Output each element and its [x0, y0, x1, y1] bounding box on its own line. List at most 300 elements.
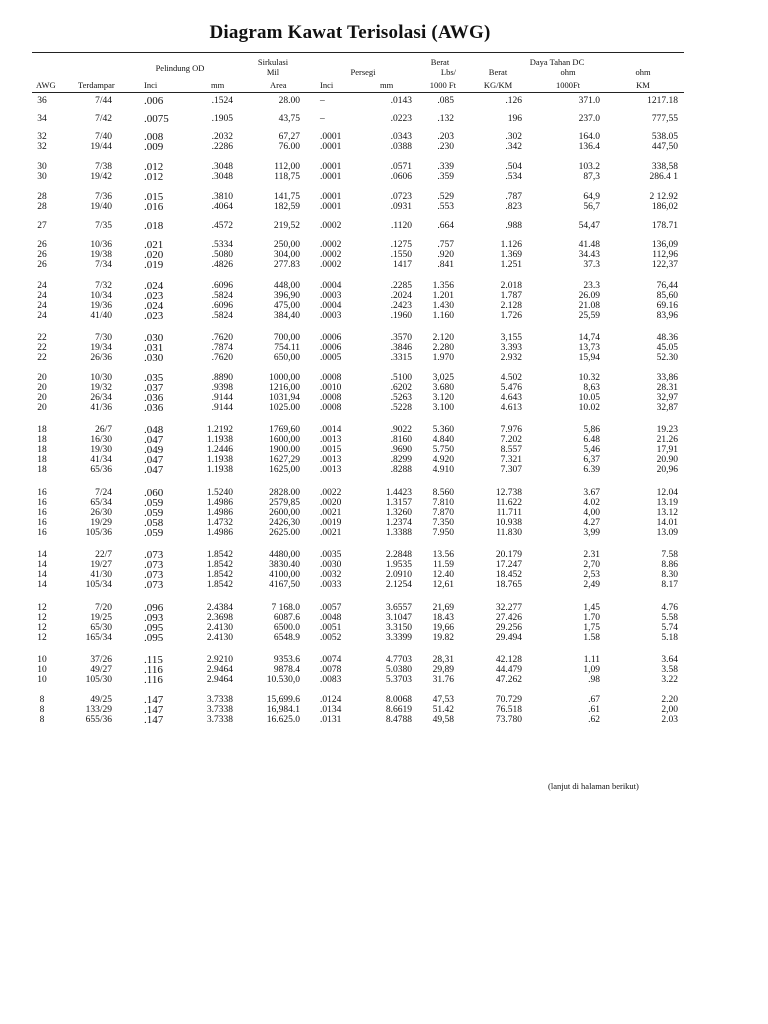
- table-row: [32, 488, 684, 498]
- weight-kg-cell: 18.452: [495, 570, 522, 580]
- weight-kg-cell: 7.976: [500, 425, 522, 435]
- table-row: [32, 281, 684, 291]
- square-inch-cell: .0002: [320, 260, 342, 270]
- table-row: [32, 240, 684, 250]
- weight-kg-cell: .823: [505, 202, 522, 212]
- awg-size-cell: 24: [37, 301, 47, 311]
- awg-group: [32, 655, 684, 685]
- table-row: [32, 142, 684, 152]
- awg-size-cell: 22: [37, 343, 47, 353]
- resistance-ohm-ft-cell: 21.08: [578, 301, 600, 311]
- resistance-ohm-km-cell: 2.20: [661, 695, 678, 705]
- weight-lbs-cell: 11.59: [432, 560, 454, 570]
- header-diameter-group: Pelindung OD: [155, 63, 205, 73]
- stranding-cell: 7/24: [95, 488, 112, 498]
- weight-kg-cell: 7.321: [500, 455, 522, 465]
- header-sq-inch: Inci: [320, 80, 334, 90]
- resistance-ohm-ft-cell: 14,74: [578, 333, 600, 343]
- diameter-mm-cell: .5824: [211, 311, 233, 321]
- awg-size-cell: 10: [37, 675, 47, 685]
- circular-mil-area-cell: 6087.6: [273, 613, 300, 623]
- diameter-mm-cell: .8890: [211, 373, 233, 383]
- stranding-cell: 19/44: [90, 142, 112, 152]
- square-mm-cell: 1.3388: [385, 528, 412, 538]
- resistance-ohm-km-cell: 45.05: [656, 343, 678, 353]
- resistance-ohm-km-cell: 186,02: [651, 202, 678, 212]
- circular-mil-area-cell: 1600,00: [269, 435, 300, 445]
- table-row: [32, 518, 684, 528]
- resistance-ohm-km-cell: 136,09: [651, 240, 678, 250]
- stranding-cell: 65/30: [90, 623, 112, 633]
- weight-kg-cell: 4.613: [500, 403, 522, 413]
- stranding-cell: 105/34: [85, 580, 112, 590]
- square-mm-cell: .0343: [390, 132, 412, 142]
- stranding-cell: 7/30: [95, 333, 112, 343]
- square-mm-cell: 3.3150: [385, 623, 412, 633]
- table-row: [32, 465, 684, 475]
- resistance-ohm-ft-cell: 5,46: [583, 445, 600, 455]
- weight-kg-cell: .126: [505, 96, 522, 106]
- table-row: [32, 570, 684, 580]
- stranding-cell: 41/30: [90, 570, 112, 580]
- circular-mil-area-cell: 700,00: [273, 333, 300, 343]
- weight-kg-cell: 7.202: [500, 435, 522, 445]
- resistance-ohm-km-cell: 3.64: [661, 655, 678, 665]
- awg-size-cell: 18: [37, 465, 47, 475]
- circular-mil-area-cell: 304,00: [273, 250, 300, 260]
- awg-size-cell: 16: [37, 488, 47, 498]
- resistance-ohm-ft-cell: 3,99: [583, 528, 600, 538]
- resistance-ohm-km-cell: 112,96: [652, 250, 678, 260]
- awg-size-cell: 8: [39, 695, 45, 705]
- resistance-ohm-km-cell: 69.16: [656, 301, 678, 311]
- weight-lbs-cell: 3.120: [432, 393, 454, 403]
- square-inch-cell: .0008: [320, 403, 342, 413]
- awg-size-cell: 26: [37, 240, 47, 250]
- circular-mil-area-cell: 28.00: [278, 96, 300, 106]
- diameter-mm-cell: .5334: [211, 240, 233, 250]
- resistance-ohm-ft-cell: 13,73: [578, 343, 600, 353]
- stranding-cell: 26/30: [90, 508, 112, 518]
- stranding-cell: 7/40: [95, 132, 112, 142]
- weight-lbs-cell: .841: [437, 260, 454, 270]
- resistance-ohm-km-cell: 20.90: [656, 455, 678, 465]
- diameter-inch-cell: .093: [144, 612, 164, 624]
- table-row: [32, 665, 684, 675]
- circular-mil-area-cell: 2426,30: [269, 518, 300, 528]
- circular-mil-area-cell: 9353.6: [273, 655, 300, 665]
- diameter-inch-cell: .047: [144, 454, 164, 466]
- circular-mil-area-cell: 1769,60: [269, 425, 300, 435]
- square-mm-cell: .1550: [390, 250, 412, 260]
- weight-kg-cell: .787: [505, 192, 522, 202]
- table-row: [32, 132, 684, 142]
- square-inch-cell: .0021: [320, 508, 342, 518]
- resistance-ohm-ft-cell: 136.4: [578, 142, 600, 152]
- stranding-cell: 19/40: [90, 202, 112, 212]
- resistance-ohm-km-cell: 286.4 1: [649, 172, 678, 182]
- diameter-inch-cell: .059: [144, 497, 164, 509]
- diameter-inch-cell: .073: [144, 559, 164, 571]
- diameter-mm-cell: .2032: [211, 132, 233, 142]
- diameter-mm-cell: .2286: [211, 142, 233, 152]
- weight-lbs-cell: .757: [437, 240, 454, 250]
- awg-size-cell: 36: [37, 96, 47, 106]
- weight-lbs-cell: 7.350: [432, 518, 454, 528]
- awg-size-cell: 30: [37, 172, 47, 182]
- square-mm-cell: .0571: [390, 162, 412, 172]
- awg-size-cell: 32: [37, 142, 47, 152]
- stranding-cell: 105/30: [85, 675, 112, 685]
- square-inch-cell: .0002: [320, 250, 342, 260]
- diameter-mm-cell: 2.9464: [206, 665, 233, 675]
- square-mm-cell: .2024: [390, 291, 412, 301]
- header-ohm2-line2: KM: [636, 80, 650, 90]
- circular-mil-area-cell: 754.11: [274, 343, 300, 353]
- awg-size-cell: 20: [37, 403, 47, 413]
- square-mm-cell: 3.6557: [385, 603, 412, 613]
- weight-lbs-cell: 5.360: [432, 425, 454, 435]
- stranding-cell: 19/42: [90, 172, 112, 182]
- header-kg-line2: KG/KM: [483, 80, 513, 90]
- stranding-cell: 7/44: [95, 96, 112, 106]
- stranding-cell: 10/34: [90, 291, 112, 301]
- diameter-mm-cell: .7620: [211, 333, 233, 343]
- awg-size-cell: 34: [37, 114, 47, 124]
- diameter-inch-cell: .009: [144, 141, 164, 153]
- diameter-mm-cell: 1.4986: [206, 528, 233, 538]
- square-inch-cell: .0013: [320, 435, 342, 445]
- circular-mil-area-cell: 277.83: [273, 260, 300, 270]
- awg-group: [32, 373, 684, 413]
- diameter-mm-cell: .9398: [211, 383, 233, 393]
- weight-lbs-cell: 18.43: [432, 613, 454, 623]
- weight-kg-cell: 20.179: [495, 550, 522, 560]
- table-row: [32, 311, 684, 321]
- table-row: [32, 260, 684, 270]
- circular-mil-area-cell: 118,75: [274, 172, 300, 182]
- resistance-ohm-km-cell: 4.76: [661, 603, 678, 613]
- weight-kg-cell: 1.126: [500, 240, 522, 250]
- circular-mil-area-cell: 10.530,0: [266, 675, 300, 685]
- awg-size-cell: 14: [37, 550, 47, 560]
- square-mm-cell: .3570: [390, 333, 412, 343]
- square-inch-cell: .0002: [320, 221, 342, 231]
- square-mm-cell: 1417: [393, 260, 412, 270]
- diameter-inch-cell: .012: [144, 171, 164, 183]
- weight-lbs-cell: .664: [437, 221, 454, 231]
- awg-size-cell: 8: [39, 705, 45, 715]
- stranding-cell: 26/36: [90, 353, 112, 363]
- weight-kg-cell: .988: [505, 221, 522, 231]
- weight-kg-cell: 1.251: [500, 260, 522, 270]
- square-mm-cell: 1.3157: [385, 498, 412, 508]
- weight-lbs-cell: 31.76: [432, 675, 454, 685]
- diameter-mm-cell: .9144: [211, 403, 233, 413]
- weight-lbs-cell: 1.201: [432, 291, 454, 301]
- square-inch-cell: .0006: [320, 333, 342, 343]
- square-mm-cell: 8.0068: [385, 695, 412, 705]
- weight-lbs-cell: 4.910: [432, 465, 454, 475]
- stranding-cell: 49/25: [90, 695, 112, 705]
- awg-size-cell: 12: [37, 613, 47, 623]
- circular-mil-area-cell: 16,984.1: [266, 705, 300, 715]
- weight-lbs-cell: 12,61: [432, 580, 454, 590]
- resistance-ohm-km-cell: 32,87: [656, 403, 678, 413]
- table-row: [32, 343, 684, 353]
- resistance-ohm-ft-cell: 6.48: [583, 435, 600, 445]
- resistance-ohm-km-cell: 32,97: [656, 393, 678, 403]
- weight-lbs-cell: 7.950: [432, 528, 454, 538]
- stranding-cell: 10/30: [90, 373, 112, 383]
- resistance-ohm-km-cell: 178.71: [651, 221, 678, 231]
- awg-group: [32, 281, 684, 321]
- stranding-cell: 7/38: [95, 162, 112, 172]
- resistance-ohm-km-cell: 8.30: [661, 570, 678, 580]
- diameter-inch-cell: .073: [144, 569, 164, 581]
- stranding-cell: 7/32: [95, 281, 112, 291]
- diameter-inch-cell: .024: [144, 280, 164, 292]
- square-inch-cell: .0008: [320, 393, 342, 403]
- awg-size-cell: 12: [37, 603, 47, 613]
- table-row: [32, 603, 684, 613]
- diameter-mm-cell: .1524: [211, 96, 233, 106]
- table-row: [32, 333, 684, 343]
- weight-lbs-cell: .529: [437, 192, 454, 202]
- awg-group: [32, 333, 684, 363]
- diameter-inch-cell: .059: [144, 527, 164, 539]
- header-resistance-group: Daya Tahan DC: [529, 57, 585, 67]
- circular-mil-area-cell: 1031,94: [269, 393, 300, 403]
- circular-mil-area-cell: 3830.40: [269, 560, 300, 570]
- square-mm-cell: .0143: [390, 96, 412, 106]
- circular-mil-area-cell: 67,27: [278, 132, 300, 142]
- circular-mil-area-cell: 2579,85: [269, 498, 300, 508]
- square-inch-cell: .0001: [320, 202, 342, 212]
- resistance-ohm-ft-cell: 5,86: [583, 425, 600, 435]
- diameter-inch-cell: .147: [144, 694, 164, 706]
- square-mm-cell: .5228: [390, 403, 412, 413]
- square-mm-cell: 2.2848: [385, 550, 412, 560]
- resistance-ohm-km-cell: 19.23: [656, 425, 678, 435]
- diameter-inch-cell: .048: [144, 424, 164, 436]
- resistance-ohm-ft-cell: 54,47: [578, 221, 600, 231]
- diameter-mm-cell: .4064: [211, 202, 233, 212]
- diameter-inch-cell: .019: [144, 259, 164, 271]
- square-mm-cell: 4.7703: [385, 655, 412, 665]
- circular-mil-area-cell: 7 168.0: [271, 603, 300, 613]
- weight-lbs-cell: .230: [437, 142, 454, 152]
- table-row: [32, 675, 684, 685]
- circular-mil-area-cell: 9878.4: [273, 665, 300, 675]
- weight-lbs-cell: 21,69: [432, 603, 454, 613]
- awg-size-cell: 30: [37, 162, 47, 172]
- square-inch-cell: .0005: [320, 353, 342, 363]
- resistance-ohm-km-cell: 2 12.92: [649, 192, 678, 202]
- weight-kg-cell: 29.494: [495, 633, 522, 643]
- square-mm-cell: .0388: [390, 142, 412, 152]
- table-row: [32, 425, 684, 435]
- stranding-cell: 49/27: [90, 665, 112, 675]
- weight-kg-cell: 1.726: [500, 311, 522, 321]
- square-inch-cell: .0020: [320, 498, 342, 508]
- diameter-inch-cell: .095: [144, 632, 164, 644]
- diameter-mm-cell: .9144: [211, 393, 233, 403]
- awg-size-cell: 18: [37, 435, 47, 445]
- square-inch-cell: .0048: [320, 613, 342, 623]
- circular-mil-area-cell: 4480,00: [269, 550, 300, 560]
- weight-lbs-cell: 47,53: [432, 695, 454, 705]
- stranding-cell: 19/25: [90, 613, 112, 623]
- weight-kg-cell: 12.738: [495, 488, 522, 498]
- resistance-ohm-km-cell: 3.58: [661, 665, 678, 675]
- awg-size-cell: 28: [37, 192, 47, 202]
- resistance-ohm-ft-cell: .98: [588, 675, 600, 685]
- table-row: [32, 695, 684, 705]
- resistance-ohm-km-cell: 7.58: [661, 550, 678, 560]
- header-kg-line1: Berat: [488, 67, 508, 77]
- table-row: [32, 655, 684, 665]
- resistance-ohm-km-cell: 5.58: [661, 613, 678, 623]
- diameter-inch-cell: .058: [144, 517, 164, 529]
- weight-lbs-cell: .085: [437, 96, 454, 106]
- stranding-cell: 7/34: [95, 260, 112, 270]
- resistance-ohm-ft-cell: 237.0: [578, 114, 600, 124]
- diameter-mm-cell: 1.5240: [206, 488, 233, 498]
- square-inch-cell: .0001: [320, 172, 342, 182]
- resistance-ohm-km-cell: 17,91: [656, 445, 678, 455]
- resistance-ohm-ft-cell: 1,45: [583, 603, 600, 613]
- awg-size-cell: 26: [37, 260, 47, 270]
- square-inch-cell: .0033: [320, 580, 342, 590]
- square-mm-cell: .2285: [390, 281, 412, 291]
- weight-kg-cell: 10.938: [495, 518, 522, 528]
- weight-kg-cell: 4.502: [500, 373, 522, 383]
- circular-mil-area-cell: 396,90: [273, 291, 300, 301]
- resistance-ohm-ft-cell: 41.48: [578, 240, 600, 250]
- resistance-ohm-ft-cell: 87,3: [583, 172, 600, 182]
- table-row: [32, 403, 684, 413]
- resistance-ohm-ft-cell: 37.3: [583, 260, 600, 270]
- circular-mil-area-cell: 650,00: [273, 353, 300, 363]
- square-inch-cell: .0014: [320, 425, 342, 435]
- weight-kg-cell: 32.277: [495, 603, 522, 613]
- table-row: [32, 528, 684, 538]
- resistance-ohm-ft-cell: 23.3: [583, 281, 600, 291]
- diameter-mm-cell: 2.9464: [206, 675, 233, 685]
- header-stranded: Terdampar: [78, 80, 115, 90]
- square-inch-cell: .0083: [320, 675, 342, 685]
- header-ohm1-line2: 1000Ft: [555, 80, 581, 90]
- resistance-ohm-ft-cell: 103.2: [578, 162, 600, 172]
- diameter-mm-cell: 1.8542: [206, 580, 233, 590]
- square-inch-cell: .0032: [320, 570, 342, 580]
- square-mm-cell: .8299: [390, 455, 412, 465]
- resistance-ohm-ft-cell: 2,53: [583, 570, 600, 580]
- weight-kg-cell: 11.711: [496, 508, 522, 518]
- awg-size-cell: 16: [37, 508, 47, 518]
- weight-lbs-cell: 3.680: [432, 383, 454, 393]
- table-row: [32, 192, 684, 202]
- square-inch-cell: .0035: [320, 550, 342, 560]
- diameter-mm-cell: 1.4732: [206, 518, 233, 528]
- weight-lbs-cell: 29,89: [432, 665, 454, 675]
- square-mm-cell: 1.3260: [385, 508, 412, 518]
- resistance-ohm-ft-cell: 6.39: [583, 465, 600, 475]
- page-title: Diagram Kawat Terisolasi (AWG): [209, 22, 491, 43]
- awg-group: [32, 162, 684, 182]
- circular-mil-area-cell: 4167,50: [269, 580, 300, 590]
- circular-mil-area-cell: 2600,00: [269, 508, 300, 518]
- awg-size-cell: 16: [37, 528, 47, 538]
- table-row: [32, 560, 684, 570]
- resistance-ohm-ft-cell: 1.11: [583, 655, 600, 665]
- square-inch-cell: .0013: [320, 455, 342, 465]
- table-row: [32, 613, 684, 623]
- awg-size-cell: 10: [37, 665, 47, 675]
- diameter-inch-cell: .116: [144, 664, 163, 676]
- diameter-inch-cell: .116: [144, 674, 163, 686]
- square-inch-cell: –: [320, 114, 325, 124]
- diameter-inch-cell: .035: [144, 372, 164, 384]
- header-area: Area: [270, 80, 287, 90]
- weight-kg-cell: 3.393: [500, 343, 522, 353]
- awg-size-cell: 18: [37, 445, 47, 455]
- resistance-ohm-km-cell: 8.17: [661, 580, 678, 590]
- awg-size-cell: 27: [37, 221, 47, 231]
- weight-kg-cell: 11.622: [496, 498, 522, 508]
- square-inch-cell: .0019: [320, 518, 342, 528]
- stranding-cell: 19/38: [90, 250, 112, 260]
- diameter-inch-cell: .023: [144, 290, 164, 302]
- resistance-ohm-km-cell: 338,58: [651, 162, 678, 172]
- awg-group: [32, 221, 684, 231]
- diameter-inch-cell: .023: [144, 310, 164, 322]
- square-inch-cell: .0078: [320, 665, 342, 675]
- table-row: [32, 623, 684, 633]
- diameter-inch-cell: .037: [144, 382, 164, 394]
- weight-kg-cell: 1.787: [500, 291, 522, 301]
- weight-lbs-cell: 13.56: [432, 550, 454, 560]
- resistance-ohm-km-cell: 14.01: [656, 518, 678, 528]
- square-mm-cell: .1120: [390, 221, 412, 231]
- diameter-inch-cell: .147: [144, 704, 164, 716]
- weight-lbs-cell: .920: [437, 250, 454, 260]
- diameter-mm-cell: .6096: [211, 301, 233, 311]
- header-ohm2-line1: ohm: [635, 67, 651, 77]
- awg-size-cell: 8: [39, 715, 45, 725]
- resistance-ohm-km-cell: 13.09: [656, 528, 678, 538]
- weight-lbs-cell: 4.840: [432, 435, 454, 445]
- weight-lbs-cell: 1.970: [432, 353, 454, 363]
- square-inch-cell: .0001: [320, 192, 342, 202]
- resistance-ohm-ft-cell: 26.09: [578, 291, 600, 301]
- diameter-mm-cell: .4826: [211, 260, 233, 270]
- awg-size-cell: 16: [37, 518, 47, 528]
- table-row: [32, 202, 684, 212]
- stranding-cell: 7/36: [95, 192, 112, 202]
- resistance-ohm-km-cell: 33,86: [656, 373, 678, 383]
- circular-mil-area-cell: 4100,00: [269, 570, 300, 580]
- resistance-ohm-ft-cell: 25,59: [578, 311, 600, 321]
- square-inch-cell: .0022: [320, 488, 342, 498]
- awg-size-cell: 16: [37, 498, 47, 508]
- square-inch-cell: –: [320, 96, 325, 106]
- circular-mil-area-cell: 112,00: [274, 162, 300, 172]
- weight-lbs-cell: 2.280: [432, 343, 454, 353]
- resistance-ohm-km-cell: 28.31: [656, 383, 678, 393]
- circular-mil-area-cell: 76.00: [278, 142, 300, 152]
